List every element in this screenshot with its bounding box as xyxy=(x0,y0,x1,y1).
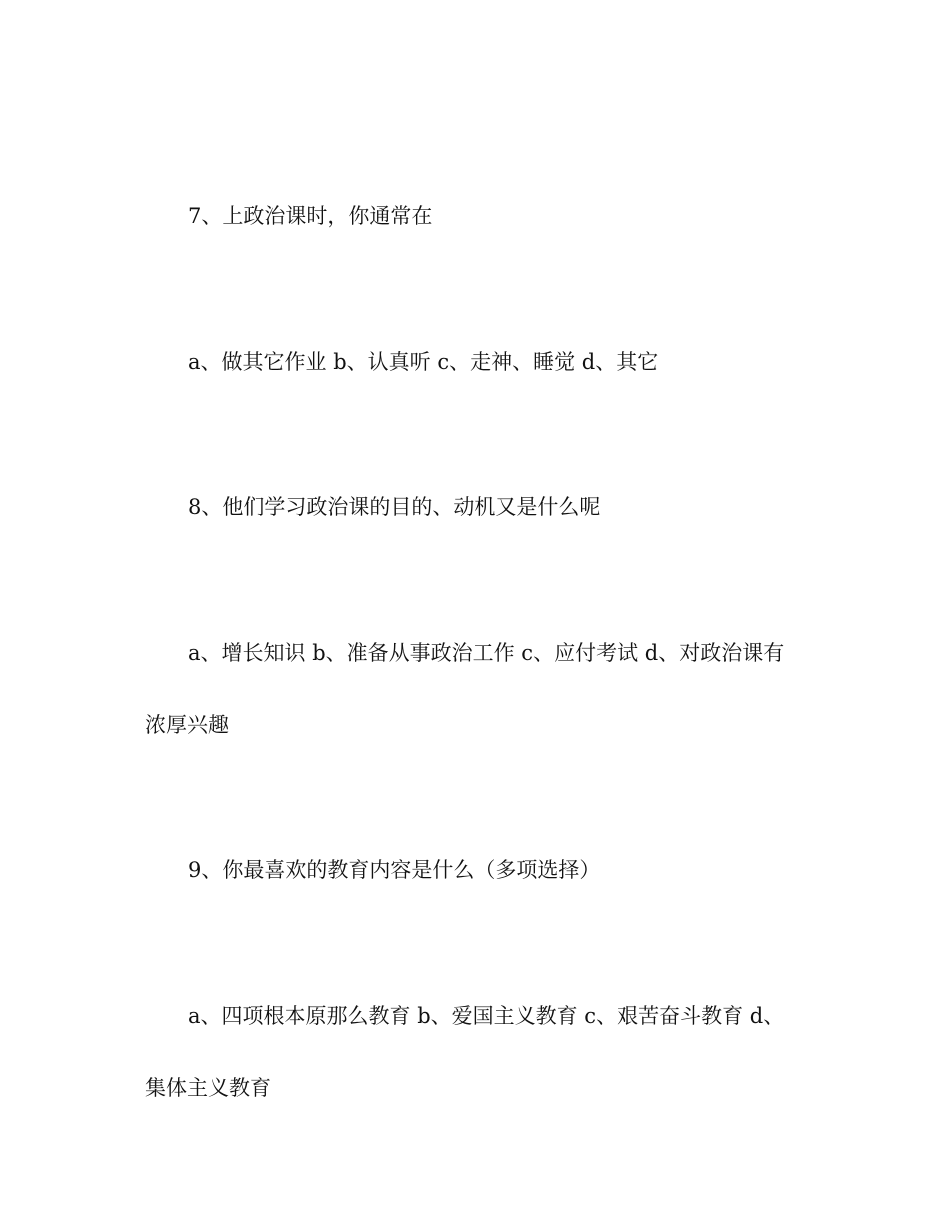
question-7: 7、上政治课时，你通常在 xyxy=(188,204,433,228)
question-8-options-continued: 浓厚兴趣 xyxy=(145,713,229,737)
question-9-options: a、四项根本原那么教育 b、爱国主义教育 c、艰苦奋斗教育 d、 xyxy=(188,1004,785,1028)
question-9: 9、你最喜欢的教育内容是什么（多项选择） xyxy=(188,858,601,882)
question-9-options-continued: 集体主义教育 xyxy=(145,1076,271,1100)
question-8: 8、他们学习政治课的目的、动机又是什么呢 xyxy=(188,495,601,519)
question-8-options: a、增长知识 b、准备从事政治工作 c、应付考试 d、对政治课有 xyxy=(188,641,785,665)
question-7-options: a、做其它作业 b、认真听 c、走神、睡觉 d、其它 xyxy=(188,350,659,374)
